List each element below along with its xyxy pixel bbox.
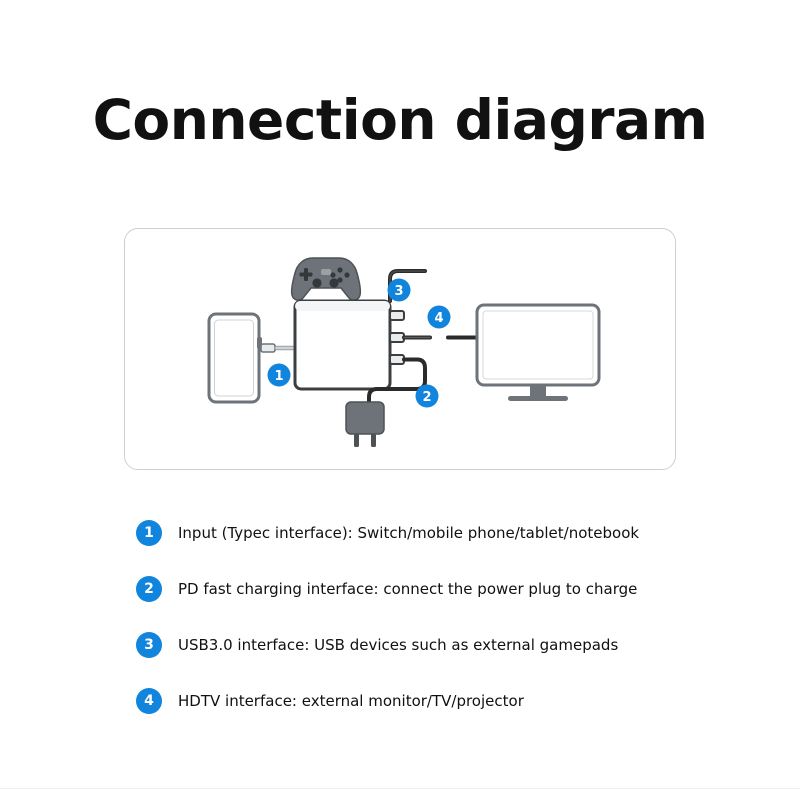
- legend-badge-3: 3: [136, 632, 162, 658]
- monitor-neck: [530, 385, 546, 397]
- typec-cable: [275, 346, 295, 350]
- gamepad: [292, 258, 361, 300]
- list-item: [136, 673, 756, 729]
- legend-text-3: USB3.0 interface: USB devices such as external gamepads: [178, 636, 619, 654]
- gamepad-button-x: [330, 272, 335, 277]
- callout-4-label: 4: [434, 311, 444, 326]
- legend-badge-4: 4: [136, 688, 162, 714]
- hub-body: [295, 301, 390, 389]
- power-plug-body: [346, 402, 384, 434]
- hdtv-port: [390, 333, 404, 342]
- power-plug-prong-right: [371, 434, 376, 447]
- legend-text-2: PD fast charging interface: connect the power plug to charge: [178, 580, 638, 598]
- legend-badge-2: 2: [136, 576, 162, 602]
- smartphone-screen: [215, 320, 254, 396]
- page-title: Connection diagram: [92, 88, 708, 152]
- callout-2-label: 2: [422, 390, 432, 405]
- callout-3-label: 3: [394, 284, 404, 299]
- gamepad-left-stick: [312, 278, 321, 287]
- diagram-container: [124, 228, 676, 470]
- legend-list: [136, 505, 756, 729]
- monitor-screen: [483, 311, 593, 379]
- diagram-illustration: [125, 229, 677, 471]
- gamepad-button-b: [344, 272, 349, 277]
- monitor-stand: [508, 396, 568, 401]
- callout-1: [268, 364, 291, 387]
- list-item: [136, 617, 756, 673]
- power-plug-prong-left: [354, 434, 359, 447]
- legend-text-4: HDTV interface: external monitor/TV/projector: [178, 692, 524, 710]
- callout-4: [428, 306, 451, 329]
- legend-badge-1: 1: [136, 520, 162, 546]
- typec-plug: [261, 344, 275, 352]
- gamepad-body: [292, 258, 361, 300]
- smartphone: [209, 314, 262, 402]
- hub-top-edge: [295, 301, 390, 311]
- connector-typec: [261, 344, 295, 352]
- gamepad-touchpad: [321, 269, 331, 275]
- hub-adapter: [295, 301, 390, 389]
- power-plug: [346, 402, 384, 447]
- usb3-port: [390, 311, 404, 320]
- callout-2: [416, 385, 439, 408]
- legend-text-1: Input (Typec interface): Switch/mobile phone/tablet/notebook: [178, 524, 640, 542]
- list-item: [136, 561, 756, 617]
- callout-1-label: 1: [274, 369, 284, 384]
- gamepad-right-stick: [329, 278, 338, 287]
- gamepad-button-a: [337, 267, 342, 272]
- callout-3: [388, 279, 411, 302]
- bottom-divider: [0, 788, 800, 789]
- gamepad-dpad-horizontal: [300, 273, 313, 277]
- pd-charging-port: [390, 355, 404, 364]
- list-item: [136, 505, 756, 561]
- monitor: [477, 305, 599, 401]
- hub-ports: [390, 311, 404, 364]
